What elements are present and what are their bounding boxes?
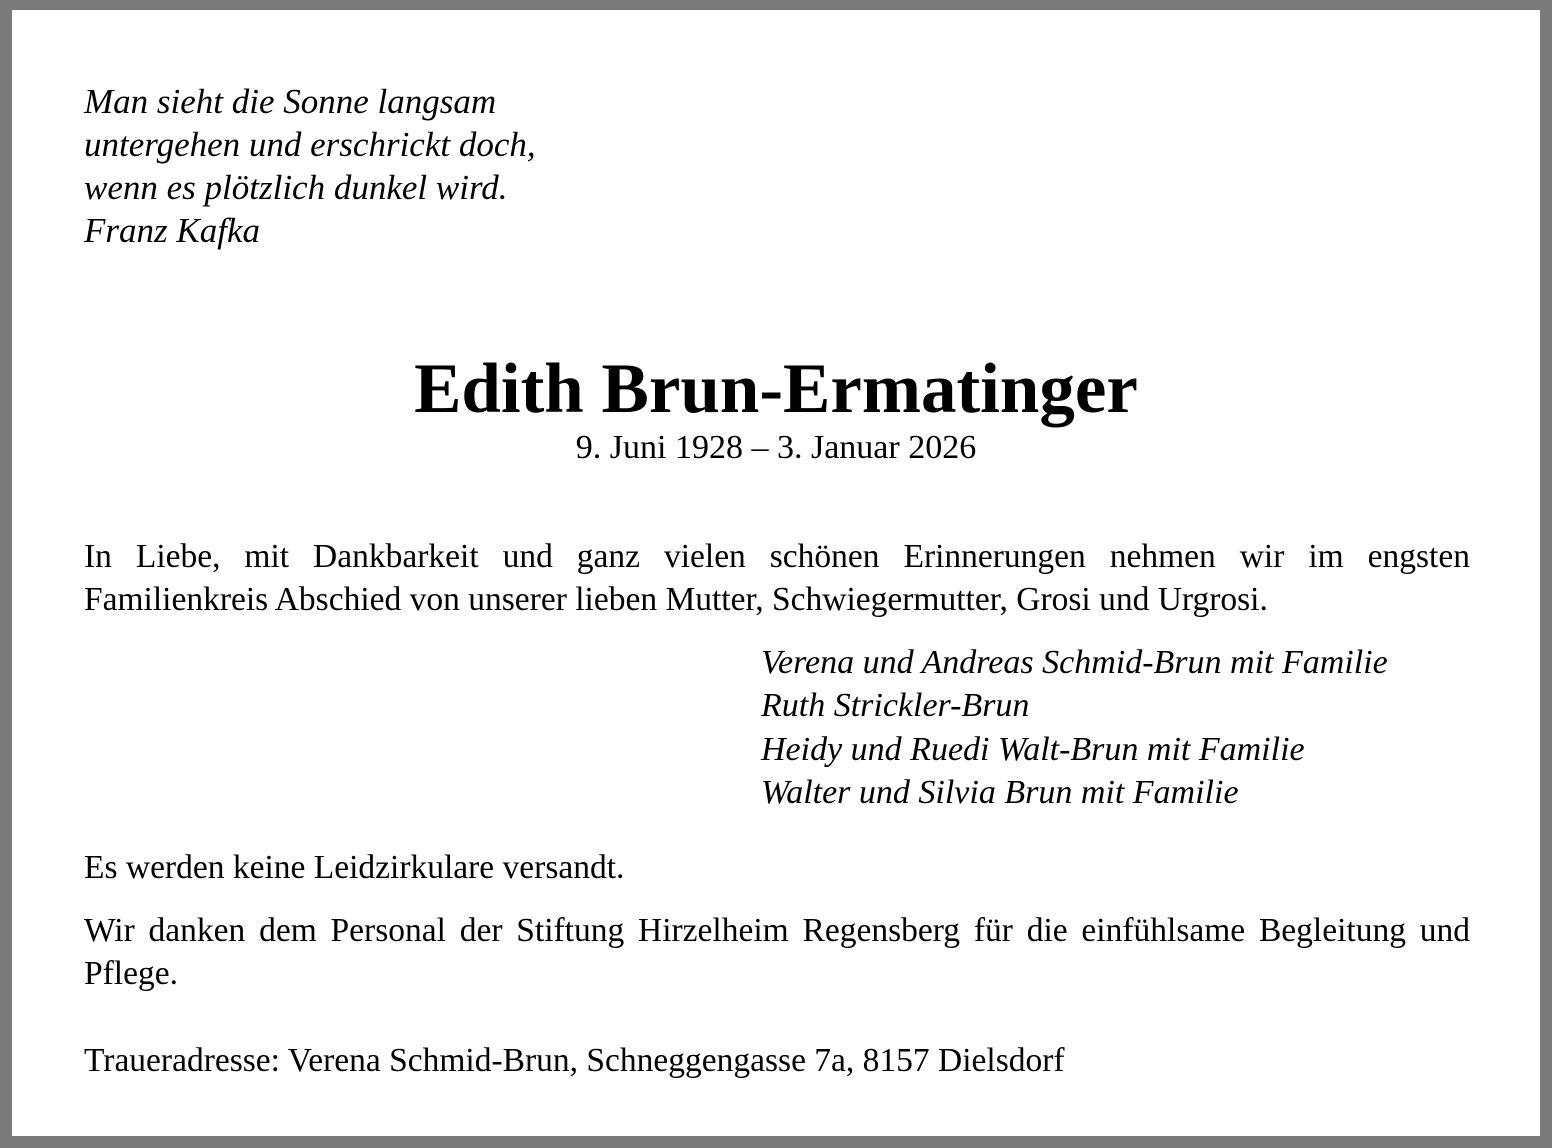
quote-line: wenn es plötzlich dunkel wird. [84,168,508,207]
deceased-name: Edith Brun-Ermatinger [414,350,1138,428]
quote-line: Man sieht die Sonne langsam [84,82,497,121]
kafka-quote [84,80,536,252]
thanks-paragraph: Wir danken dem Personal der Stiftung Hirzelheim Regensberg für die einfühlsame Begleitung und Pflege. [84,912,1470,992]
signatories [761,641,1388,814]
signatory: Walter und Silvia Brun mit Familie [761,773,1239,811]
quote-author: Franz Kafka [84,211,260,250]
no-circulars-note: Es werden keine Leidzirkulare versandt. [84,849,625,886]
quote-line: untergehen und erschrickt doch, [84,125,536,164]
signatory: Ruth Strickler-Brun [761,687,1030,725]
farewell-paragraph: In Liebe, mit Dankbarkeit und ganz vielen schönen Erinnerungen nehmen wir im engsten Familienkreis Abschied von unserer lieben Mutter, Schwiegermutter, Grosi und Urgrosi. [84,538,1470,618]
mourning-address: Traueradresse: Verena Schmid-Brun, Schneggengasse 7a, 8157 Dielsdorf [84,1042,1065,1079]
life-dates: 9. Juni 1928 – 3. Januar 2026 [575,429,977,466]
signatory: Verena und Andreas Schmid-Brun mit Familie [761,644,1388,681]
signatory: Heidy und Ruedi Walt-Brun mit Familie [761,730,1305,768]
